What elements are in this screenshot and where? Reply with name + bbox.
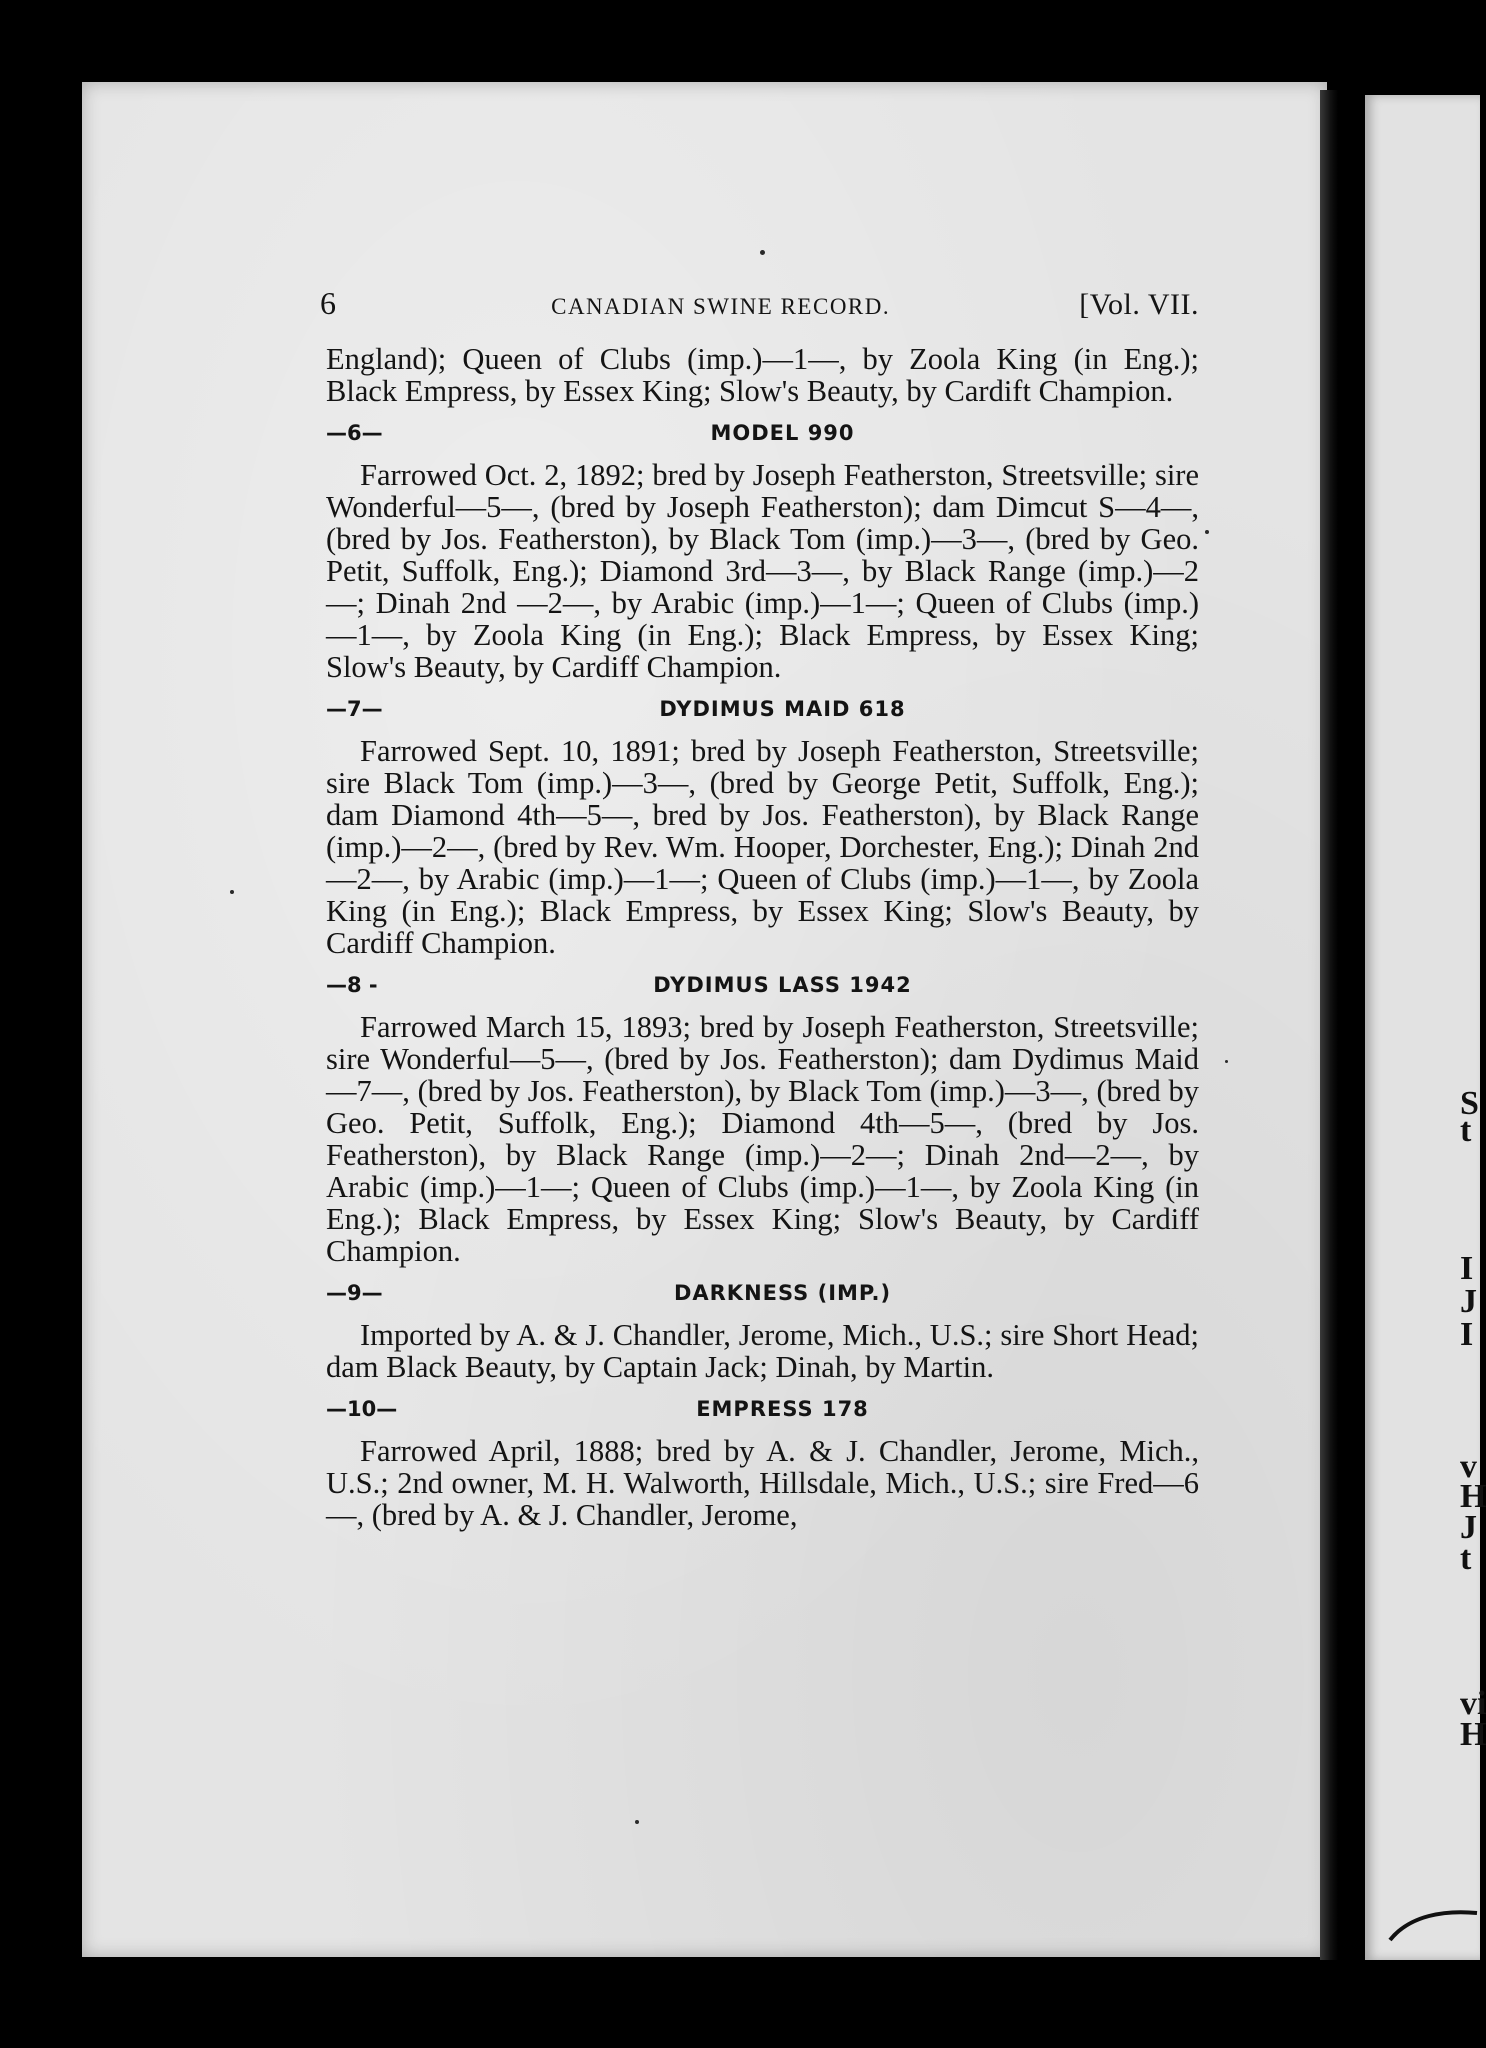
scan-speck — [1205, 530, 1209, 534]
entry-number: —6— — [326, 421, 383, 445]
page-content — [320, 285, 1199, 1532]
volume-label: [Vol. VII. — [1079, 288, 1199, 321]
entry-heading — [326, 1277, 1199, 1309]
running-title: CANADIAN SWINE RECORD. — [551, 294, 891, 319]
page-number: 6 — [320, 285, 336, 321]
facing-page-fragment: J — [1460, 1509, 1477, 1546]
facing-page-fragment: v — [1460, 1448, 1477, 1485]
continued-paragraph: England); Queen of Clubs (imp.)—1—, by Zoola King (in Eng.); Black Empress, by Essex King; Slow's Beauty, by Cardift Champion. — [326, 342, 1199, 408]
entry-name: DARKNESS (IMP.) — [673, 1281, 892, 1305]
book-gutter — [1320, 90, 1338, 1960]
facing-page-fragment: t — [1460, 1112, 1472, 1149]
entry-name: MODEL 990 — [710, 421, 855, 445]
entry — [326, 1393, 1199, 1531]
facing-page-fragment: I — [1460, 1316, 1474, 1353]
scan-speck — [230, 890, 234, 894]
running-header — [320, 285, 1199, 343]
scan-speck — [760, 250, 765, 255]
entry-number: —9— — [326, 1281, 383, 1305]
scan-speck — [635, 1820, 639, 1824]
entry — [326, 969, 1199, 1267]
facing-page-fragment: t — [1460, 1540, 1472, 1577]
facing-page-ink-curve — [1385, 1895, 1480, 1955]
entry-text: Farrowed Oct. 2, 1892; bred by Joseph Featherston, Streetsville; sire Wonderful—5—, (bred by Joseph Featherston); dam Dimcut S—4—, (bred by Jos. Featherston), by Black Tom (imp.)—3—, (bred by Geo. Petit, Suffolk, Eng.); Diamond 3rd—3—, by Black Range (imp.)—2—; Dinah 2nd —2—, by Arabic (imp.)—1—; Queen of Clubs (imp.)—1—, by Zoola King (in Eng.); Black Empress, by Essex King; Slow's Beauty, by Cardiff Champion. — [326, 458, 1199, 684]
facing-page-fragment: H — [1460, 1478, 1486, 1515]
entry-name: DYDIMUS LASS 1942 — [653, 973, 912, 997]
entry-text: Farrowed Sept. 10, 1891; bred by Joseph Featherston, Streetsville; sire Black Tom (imp.)—3—, (bred by George Petit, Suffolk, Eng.); dam Diamond 4th—5—, bred by Jos. Featherston), by Black Range (imp.)—2—, (bred by Rev. Wm. Hooper, Dorchester, Eng.); Dinah 2nd—2—, by Arabic (imp.)—1—; Queen of Clubs (imp.)—1—, by Zoola King (in Eng.); Black Empress, by Essex King; Slow's Beauty, by Cardiff Champion. — [326, 734, 1199, 960]
entry-heading — [326, 969, 1199, 1001]
entry-text: Farrowed April, 1888; bred by A. & J. Chandler, Jerome, Mich., U.S.; 2nd owner, M. H. Walworth, Hillsdale, Mich., U.S.; sire Fred—6—, (bred by A. & J. Chandler, Jerome, — [326, 1434, 1199, 1532]
facing-page-fragment: vi — [1460, 1685, 1486, 1722]
facing-page-fragment: S — [1460, 1085, 1479, 1122]
facing-page-fragment: H — [1460, 1716, 1486, 1753]
entry — [326, 1277, 1199, 1383]
facing-page-fragment: I — [1460, 1250, 1474, 1287]
entry-heading — [326, 1393, 1199, 1425]
entry — [326, 693, 1199, 959]
scan-speck — [1225, 1060, 1228, 1063]
entry-number: —8 - — [326, 973, 378, 997]
entry-heading — [326, 417, 1199, 449]
entry-number: —10— — [326, 1397, 398, 1421]
entry — [326, 417, 1199, 683]
entry-heading — [326, 693, 1199, 725]
entry-number: —7— — [326, 697, 383, 721]
entry-name: DYDIMUS MAID 618 — [659, 697, 906, 721]
entry-text: Imported by A. & J. Chandler, Jerome, Mich., U.S.; sire Short Head; dam Black Beauty, by Captain Jack; Dinah, by Martin. — [326, 1318, 1199, 1384]
facing-page-fragment: J — [1460, 1283, 1477, 1320]
entry-text: Farrowed March 15, 1893; bred by Joseph Featherston, Streetsville; sire Wonderful—5—, (bred by Jos. Featherston); dam Dydimus Maid—7—, (bred by Jos. Featherston), by Black Tom (imp.)—3—, (bred by Geo. Petit, Suffolk, Eng.); Diamond 4th—5—, (bred by Jos. Featherston), by Black Range (imp.)—2—; Dinah 2nd—2—, by Arabic (imp.)—1—; Queen of Clubs (imp.)—1—, by Zoola King (in Eng.); Black Empress, by Essex King; Slow's Beauty, by Cardiff Champion. — [326, 1010, 1199, 1268]
facing-page-edge — [1365, 95, 1480, 1960]
entry-name: EMPRESS 178 — [696, 1397, 869, 1421]
